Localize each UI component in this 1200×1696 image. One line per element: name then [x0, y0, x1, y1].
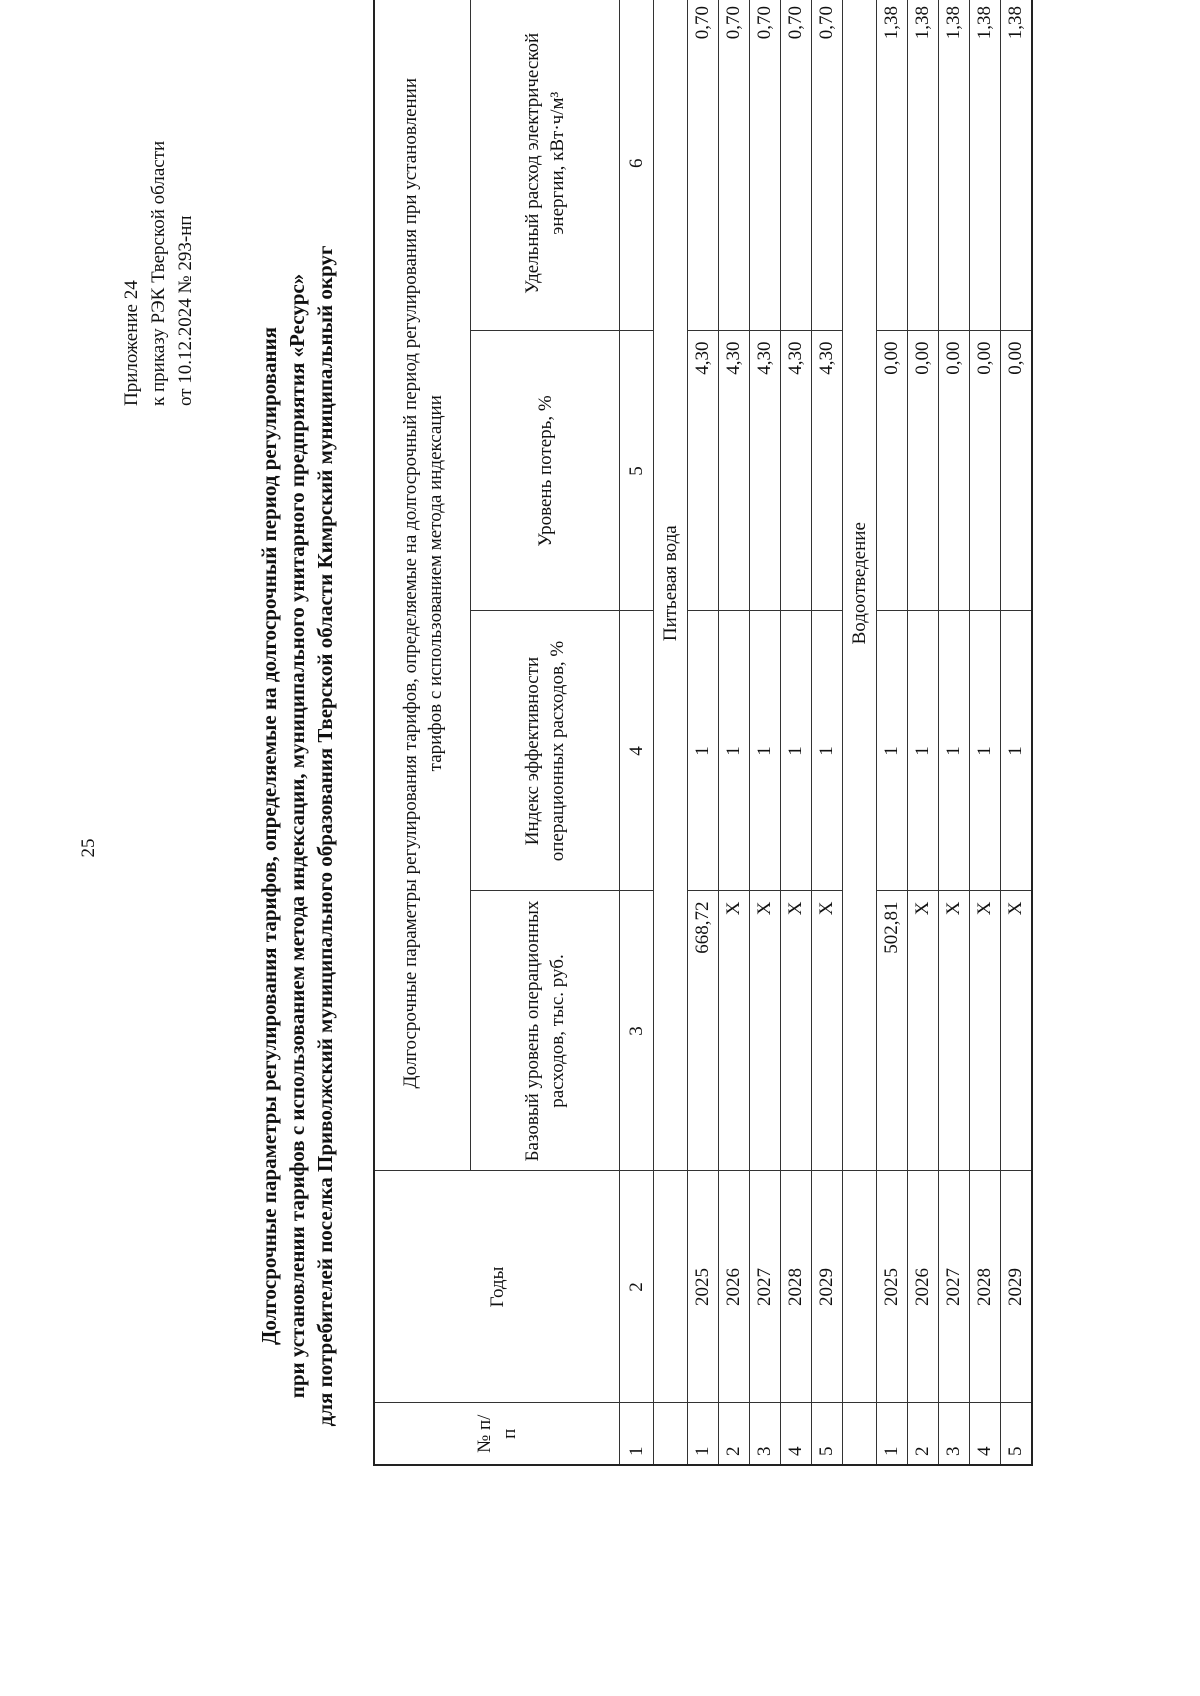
row-base-opex: Х: [781, 891, 812, 1171]
column-number: 6: [620, 0, 654, 331]
page-number: 25: [78, 838, 99, 858]
appendix-reference: [118, 6, 199, 406]
row-year: 2029: [1001, 1171, 1033, 1403]
appendix-line-1: Приложение 24: [121, 280, 142, 406]
header-loss-level: Уровень потерь, %: [471, 331, 620, 611]
row-energy-consumption: 0,70: [781, 0, 812, 331]
column-number: 5: [620, 331, 654, 611]
section-blank-cell: [654, 1403, 688, 1465]
row-efficiency-index: 1: [1001, 611, 1033, 891]
table-row: [750, 0, 781, 1465]
table-row: [688, 0, 719, 1465]
section-blank-cell: [654, 1171, 688, 1403]
row-loss-level: 4,30: [812, 331, 843, 611]
table-row: [781, 0, 812, 1465]
title-line-1: Долгосрочные параметры регулирования тарифов, определяемые на долгосрочный период регулирования: [257, 326, 281, 1346]
row-loss-level: 0,00: [939, 331, 970, 611]
row-loss-level: 4,30: [750, 331, 781, 611]
column-number: 3: [620, 891, 654, 1171]
column-number: 1: [620, 1403, 654, 1465]
row-base-opex: Х: [939, 891, 970, 1171]
parameters-table: [373, 0, 1033, 1466]
row-energy-consumption: 0,70: [719, 0, 750, 331]
row-energy-consumption: 0,70: [688, 0, 719, 331]
row-loss-level: 0,00: [908, 331, 939, 611]
row-efficiency-index: 1: [812, 611, 843, 891]
section-title: Водоотведение: [843, 0, 877, 1171]
row-base-opex: 668,72: [688, 891, 719, 1171]
row-efficiency-index: 1: [877, 611, 908, 891]
row-year: 2029: [812, 1171, 843, 1403]
table-row: [970, 0, 1001, 1465]
row-number: 3: [939, 1403, 970, 1465]
row-number: 1: [877, 1403, 908, 1465]
row-base-opex: Х: [750, 891, 781, 1171]
header-energy-consumption: Удельный расход электрической энергии, кВт·ч/м³: [471, 0, 620, 331]
header-efficiency-index: Индекс эффективности операционных расходов, %: [471, 611, 620, 891]
row-number: 2: [719, 1403, 750, 1465]
row-efficiency-index: 1: [719, 611, 750, 891]
row-year: 2027: [939, 1171, 970, 1403]
header-years: Годы: [374, 1171, 620, 1403]
row-efficiency-index: 1: [781, 611, 812, 891]
row-number: 5: [812, 1403, 843, 1465]
row-number: 3: [750, 1403, 781, 1465]
row-energy-consumption: 1,38: [939, 0, 970, 331]
row-year: 2028: [781, 1171, 812, 1403]
row-loss-level: 0,00: [1001, 331, 1033, 611]
row-loss-level: 4,30: [781, 331, 812, 611]
row-base-opex: Х: [970, 891, 1001, 1171]
section-row: [654, 0, 688, 1465]
row-efficiency-index: 1: [970, 611, 1001, 891]
row-year: 2025: [688, 1171, 719, 1403]
table-row: [877, 0, 908, 1465]
row-year: 2025: [877, 1171, 908, 1403]
title-line-2: при установлении тарифов с использованием метода индексации, муниципального унитарного предприятия «Ресурс»: [285, 273, 309, 1399]
row-energy-consumption: 1,38: [877, 0, 908, 331]
row-efficiency-index: 1: [750, 611, 781, 891]
row-base-opex: Х: [719, 891, 750, 1171]
document-title: [255, 126, 339, 1546]
row-energy-consumption: 1,38: [970, 0, 1001, 331]
row-number: 4: [781, 1403, 812, 1465]
row-base-opex: Х: [908, 891, 939, 1171]
table-row: [719, 0, 750, 1465]
row-efficiency-index: 1: [908, 611, 939, 891]
row-number: 2: [908, 1403, 939, 1465]
row-energy-consumption: 1,38: [1001, 0, 1033, 331]
header-base-opex: Базовый уровень операционных расходов, тыс. руб.: [471, 891, 620, 1171]
column-number: 4: [620, 611, 654, 891]
row-year: 2026: [719, 1171, 750, 1403]
row-number: 4: [970, 1403, 1001, 1465]
row-energy-consumption: 1,38: [908, 0, 939, 331]
table-row: [939, 0, 970, 1465]
row-year: 2027: [750, 1171, 781, 1403]
section-blank-cell: [843, 1171, 877, 1403]
row-energy-consumption: 0,70: [812, 0, 843, 331]
row-efficiency-index: 1: [939, 611, 970, 891]
row-base-opex: Х: [812, 891, 843, 1171]
table-row: [908, 0, 939, 1465]
header-group: Долгосрочные параметры регулирования тарифов, определяемые на долгосрочный период регулирования при установлении тарифов с использованием метода индексации: [374, 0, 471, 1171]
row-number: 1: [688, 1403, 719, 1465]
row-base-opex: 502,81: [877, 891, 908, 1171]
section-row: [843, 0, 877, 1465]
row-efficiency-index: 1: [688, 611, 719, 891]
appendix-line-3: от 10.12.2024 № 293-нп: [175, 215, 196, 406]
section-title: Питьевая вода: [654, 0, 688, 1171]
row-loss-level: 0,00: [970, 331, 1001, 611]
row-base-opex: Х: [1001, 891, 1033, 1171]
row-number: 5: [1001, 1403, 1033, 1465]
row-loss-level: 4,30: [719, 331, 750, 611]
column-numbers-row: [620, 0, 654, 1465]
row-year: 2028: [970, 1171, 1001, 1403]
header-number: № п/п: [374, 1403, 620, 1465]
column-number: 2: [620, 1171, 654, 1403]
table-row: [1001, 0, 1033, 1465]
row-energy-consumption: 0,70: [750, 0, 781, 331]
row-loss-level: 0,00: [877, 331, 908, 611]
appendix-line-2: к приказу РЭК Тверской области: [148, 140, 169, 406]
row-year: 2026: [908, 1171, 939, 1403]
title-line-3: для потребителей поселка Приволжский муниципального образования Тверской области Кимрский муниципальный округ: [313, 245, 337, 1427]
section-blank-cell: [843, 1403, 877, 1465]
row-loss-level: 4,30: [688, 331, 719, 611]
table-row: [812, 0, 843, 1465]
